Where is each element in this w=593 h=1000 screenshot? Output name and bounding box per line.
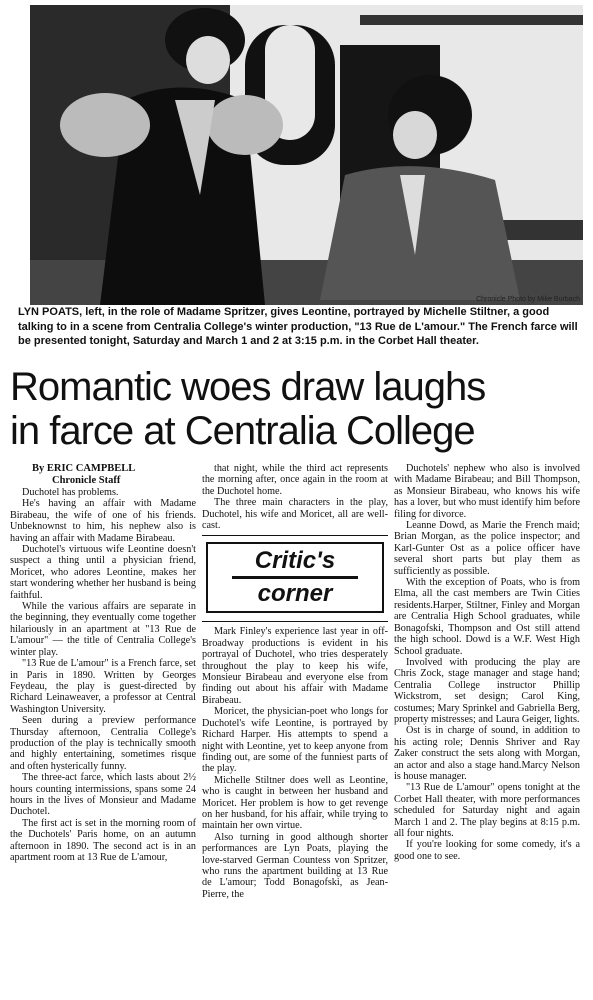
paragraph: The first act is set in the morning room of the Duchotels' Paris home, on an autumn afternoon in 1890. The second act is in an apartment room at 13 Rue de L'amour, — [10, 817, 196, 863]
photo-caption: LYN POATS, left, in the role of Madame Spritzer, gives Leontine, portrayed by Michelle Stiltner, a good talking to in a scene from Centralia College's winter production, "13 Rue de L'amour." The French farce will be presented tonight, Saturday and March 1 and 2 at 3:15 p.m. in the Corbet Hall theater. — [18, 306, 578, 347]
paragraph: With the exception of Poats, who is from Elma, all the cast members are Twin Cities residents.Harper, Stiltner, Finley and Morgan are Centralia High School graduates, while Bonagofski, Thompson and Ost still attend the high school. Dowd is a W.F. West High School graduate. — [394, 577, 580, 657]
paragraph: Duchotels' nephew who also is involved with Madame Birabeau; and Bill Thompson, as Monsieur Birabeau, who knows his wife has a lover, but who must identify him before filing for divorce. — [394, 463, 580, 520]
critic-box-line-1: Critic's — [254, 547, 336, 575]
paragraph: Seen during a preview performance Thursday afternoon, Centralia College's production of the play is technically smooth and highly entertaining, sometimes risque and often hysterically funny. — [10, 715, 196, 772]
paragraph: Duchotel has problems. — [22, 487, 119, 498]
paragraph: If you're looking for some comedy, it's a good one to see. — [394, 839, 580, 862]
paragraph: that night, while the third act represents the morning after, once again in the room at the Duchotel home. — [202, 463, 388, 497]
paragraph: "13 Rue de L'amour" opens tonight at the Corbet Hall theater, with more performances scheduled for Saturday night and again March 1 and 2. The play begins at 8:15 p.m. all four nights. — [394, 782, 580, 839]
paragraph: The three main characters in the play, Duchotel, his wife and Moricet, all are well-cast. — [202, 497, 388, 532]
paragraph: Ost is in charge of sound, in addition to his acting role; Dennis Shriver and Ray Zaker construct the sets along with Morgan, an actor and also a stage hand.Marcy Nelson is house manager. — [394, 725, 580, 782]
stage-photo-image — [30, 5, 583, 305]
paragraph: Duchotel's virtuous wife Leontine doesn't suspect a thing until a physician friend, Moricet, who adores Leontine, makes her start wondering whether her husband is being faithful. — [10, 544, 196, 601]
paragraph: Moricet, the physician-poet who longs for Duchotel's wife Leontine, is portrayed by Richard Harper. His attempts to spend a night with Leontine, yet to keep anyone from finding out, are some of the funniest parts of the play. — [202, 706, 388, 775]
column-2-body-top — [202, 463, 388, 531]
paragraph: Leanne Dowd, as Marie the French maid; Brian Morgan, as the police inspector; and Karl-Gunter Ost as a police officer have several short parts but play them as sufficiently as possible. — [394, 520, 580, 577]
paragraph: Michelle Stiltner does well as Leontine, who is caught in between her husband and Moricet. Her problem is how to get revenge on her husband, for his affair, while trying to maintain her own virtue. — [202, 774, 388, 832]
headline-line-2: in farce at Centralia College — [10, 409, 475, 453]
paragraph: Involved with producing the play are Chris Zock, stage manager and stage hand; Centralia College instructor Phillip Wickstrom, set design; Carol King, costumes; Mary Sprinkel and Gabriella Berg, property mistresses; and Laura Geiger, lights. — [394, 656, 580, 725]
paragraph: While the various affairs are separate in the beginning, they eventually come together hilariously in an apartment at "13 Rue de L'amour" — the title of Centralia College's winter play. — [10, 601, 196, 658]
critic-box-line-2: corner — [257, 580, 333, 608]
byline-staff: Chronicle Staff — [52, 475, 121, 486]
paragraph: He's having an affair with Madame Birabeau, the wife of one of his friends. Unbeknownst to him, his nephew also is having an affair with Madame Birabeau. — [10, 498, 196, 544]
column-1-body — [10, 487, 196, 863]
article-column-2 — [202, 463, 388, 900]
paragraph: The three-act farce, which lasts about 2½ hours counting intermissions, spans some 24 hours in the lives of Monsieur and Madame Duchotel. — [10, 772, 196, 818]
paragraph: "13 Rue de L'amour" is a French farce, set in Paris in 1890. Written by Georges Feydeau, the play is guest-directed by Richard Leinaweaver, a professor at Central Washington University. — [10, 658, 196, 715]
column-2-body-bottom — [202, 626, 388, 900]
article-column-3 — [394, 463, 580, 862]
critic-box-rule — [232, 576, 358, 579]
paragraph: Mark Finley's experience last year in off-Broadway productions is evident in his portrayal of Duchotel, who tries desperately throughout the play to keep his wife, Monsieur Birabeau and everyone else from finding out about his affair with Madame Birabeau. — [202, 626, 388, 706]
byline-author: By ERIC CAMPBELL — [32, 463, 136, 474]
headline-line-1: Romantic woes draw laughs — [10, 365, 486, 409]
paragraph: Also turning in good although shorter performances are Lyn Poats, playing the love-starved German Countess von Spritzer, who runs the apartment building at 13 Rue de L'amour; Todd Bonagofski, as Jean-Pierre, the — [202, 831, 388, 900]
headline — [10, 365, 590, 453]
article-column-1 — [10, 463, 196, 863]
column-3-body — [394, 463, 580, 862]
critics-corner-box — [206, 542, 384, 613]
stage-photo — [30, 5, 583, 305]
photo-credit: Chronicle Photo by Mike Burbach — [476, 296, 580, 303]
rule — [202, 535, 388, 536]
rule — [202, 621, 388, 622]
